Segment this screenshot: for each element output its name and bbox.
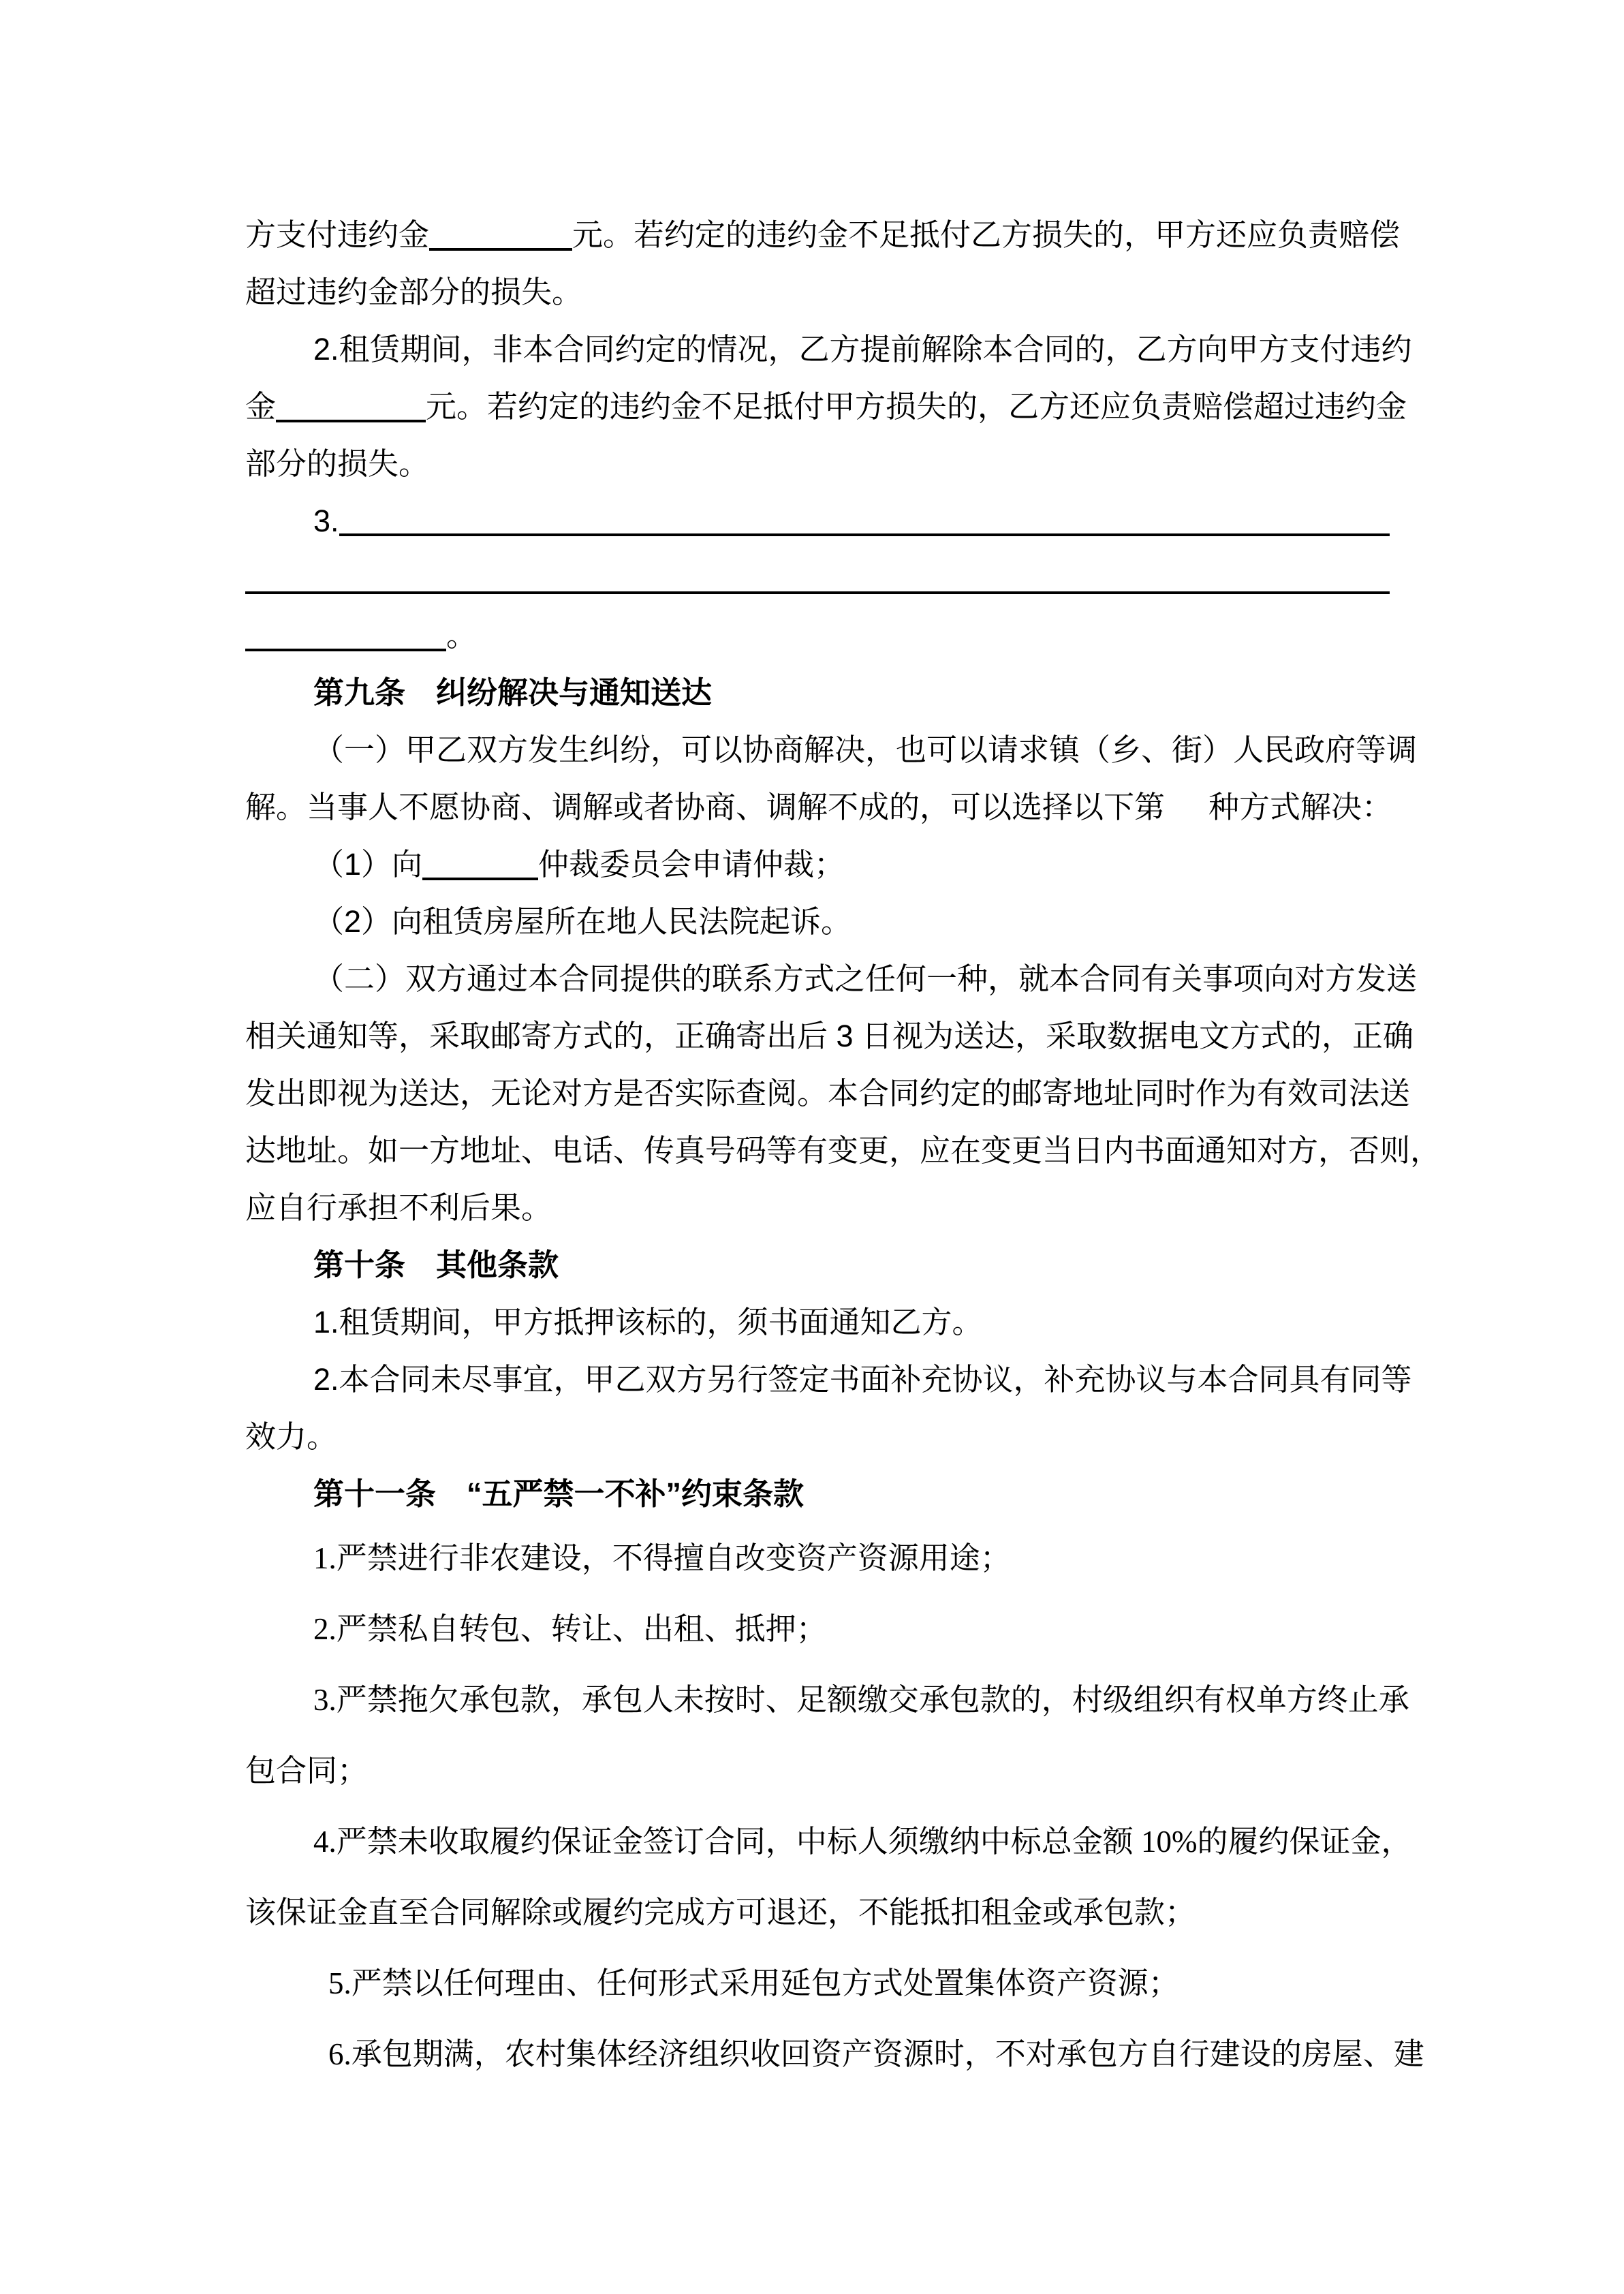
indent-spacer [245, 493, 313, 550]
article9-item1 [245, 836, 1390, 893]
article10-item2-line1: 2.本合同未尽事宜，甲乙双方另行签定书面补充协议，补充协议与本合同具有同等 [313, 1362, 1412, 1397]
article11-item4-line2: 该保证金直至合同解除或履约完成方可退还，不能抵扣租金或承包款； [245, 1895, 1196, 1929]
para-breach-by-yi-line1: 2.租赁期间，非本合同约定的情况，乙方提前解除本合同的，乙方向甲方支付违约 [313, 332, 1412, 367]
article11-item2: 2.严禁私自转包、转让、出租、抵押； [313, 1612, 827, 1646]
article9-para2-line1: （二）双方通过本合同提供的联系方式之任何一种，就本合同有关事项向对方发送 [313, 961, 1418, 996]
clause3-blank-line2 [245, 550, 1390, 607]
article9-para2-line3: 发出即视为送达，无论对方是否实际查阅。本合同约定的邮寄地址同时作为有效司法送 [245, 1076, 1411, 1111]
article10-heading: 第十条 其他条款 [313, 1247, 559, 1282]
text-segment: 。 [446, 618, 478, 653]
text-segment: 元。若约定的违约金不足抵付乙方损失的，甲方还应负责赔偿 [572, 217, 1401, 252]
text-segment: 解。当事人不愿协商、调解或者协商、调解不成的，可以选择以下第 [245, 790, 1166, 824]
contract-content [245, 206, 1441, 2090]
article9-heading: 第九条 纠纷解决与通知送达 [313, 675, 713, 710]
text-segment: 种方式解决： [1208, 790, 1393, 824]
text-segment: 仲裁委员会申请仲裁； [538, 847, 845, 882]
text-segment: （1）向 [313, 847, 423, 882]
article11-item4-line1: 4.严禁未收取履约保证金签订合同，中标人须缴纳中标总金额 10%的履约保证金， [313, 1825, 1412, 1859]
blank-field-arbitration-committee [422, 850, 538, 880]
para-breach-by-jia-line2: 超过违约金部分的损失。 [245, 275, 583, 309]
para-breach-by-jia-line1 [245, 206, 1401, 264]
para-breach-by-yi-line2 [245, 378, 1407, 435]
article11-item6: 6.承包期满，农村集体经济组织收回资产资源时，不对承包方自行建设的房屋、建 [328, 2037, 1424, 2071]
clause3-label: 3. [313, 503, 339, 538]
article9-para1-line1: （一）甲乙双方发生纠纷，可以协商解决，也可以请求镇（乡、街）人民政府等调 [313, 732, 1418, 767]
blank-field-penalty-amount-yi [276, 392, 426, 422]
blank-field-clause3-line2 [245, 564, 1390, 594]
article11-item3-line1: 3.严禁拖欠承包款，承包人未按时、足额缴交承包款的，村级组织有权单方终止承 [313, 1683, 1409, 1717]
para-breach-by-yi-line3: 部分的损失。 [245, 446, 430, 481]
article9-para2-line2: 相关通知等，采取邮寄方式的，正确寄出后 3 日视为送达，采取数据电文方式的，正确 [245, 1019, 1414, 1053]
blank-field-clause3-line3 [245, 621, 446, 651]
article9-para2-line4: 达地址。如一方地址、电话、传真号码等有变更，应在变更当日内书面通知对方，否则， [245, 1133, 1441, 1168]
article10-item2-line2: 效力。 [245, 1419, 338, 1454]
article10-item1: 1.租赁期间，甲方抵押该标的，须书面通知乙方。 [313, 1305, 983, 1339]
article9-item2: （2）向租赁房屋所在地人民法院起诉。 [313, 904, 852, 939]
article9-para2-line5: 应自行承担不利后果。 [245, 1190, 552, 1225]
article11-item3-line2: 包合同； [245, 1754, 369, 1788]
text-segment: 方支付违约金 [245, 217, 430, 252]
article9-para1-line2 [245, 779, 1393, 836]
clause3-blank-line3 [245, 607, 1390, 664]
article11-item1: 1.严禁进行非农建设，不得擅自改变资产资源用途； [313, 1541, 1011, 1575]
article11-heading: 第十一条 “五严禁一不补”约束条款 [313, 1476, 805, 1511]
clause3-blank-line1 [245, 493, 1390, 550]
text-segment: 金 [245, 389, 277, 424]
blank-field-penalty-amount-jia [429, 221, 572, 251]
blank-field-clause3-line1 [339, 493, 1390, 536]
text-segment: 元。若约定的违约金不足抵付甲方损失的，乙方还应负责赔偿超过违约金 [426, 389, 1407, 424]
article11-item5: 5.严禁以任何理由、任何形式采用延包方式处置集体资产资源； [328, 1966, 1179, 2000]
